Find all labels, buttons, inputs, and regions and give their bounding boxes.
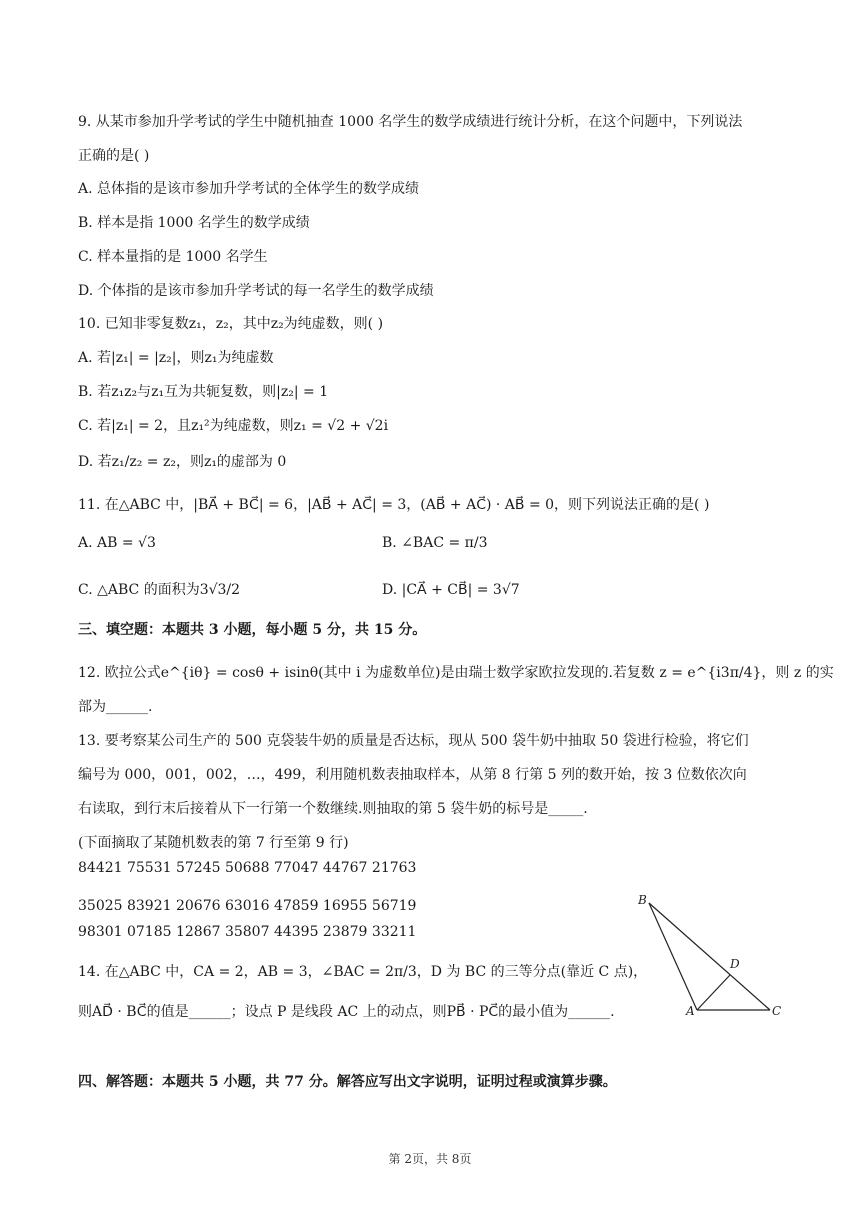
q10-option-d: D. 若z₁/z₂ = z₂，则z₁的虚部为 0	[78, 454, 287, 470]
q13-line2: 编号为 000，001，002，…，499，利用随机数表抽取样本，从第 8 行第 5 列的数开始，按 3 位数依次向	[78, 767, 747, 783]
q9-option-c: C. 样本量指的是 1000 名学生	[78, 249, 268, 265]
segment-ad	[697, 975, 730, 1010]
q10-stem: 10. 已知非零复数z₁，z₂，其中z₂为纯虚数，则( )	[78, 316, 384, 332]
q10-option-c: C. 若|z₁| = 2，且z₁²为纯虚数，则z₁ = √2 + √2i	[78, 418, 389, 434]
triangle-figure	[630, 890, 790, 1030]
label-b: B	[638, 893, 647, 907]
q10-option-b: B. 若z₁z₂与z₁互为共轭复数，则|z₂| = 1	[78, 384, 329, 400]
random-table-row-7: 84421 75531 57245 50688 77047 44767 21763	[78, 860, 417, 876]
label-a: A	[686, 1004, 695, 1018]
random-table-row-8: 35025 83921 20676 63016 47859 16955 56719	[78, 898, 417, 914]
q10-option-a: A. 若|z₁| = |z₂|，则z₁为纯虚数	[78, 350, 274, 366]
q9-option-d: D. 个体指的是该市参加升学考试的每一名学生的数学成绩	[78, 283, 434, 299]
q14-line1: 14. 在△ABC 中，CA = 2，AB = 3，∠BAC = 2π/3，D 为 BC 的三等分点(靠近 C 点)，	[78, 964, 648, 980]
section-3-heading: 三、填空题：本题共 3 小题，每小题 5 分，共 15 分。	[78, 622, 427, 638]
page-footer: 第 2页，共 8页	[388, 1152, 472, 1166]
random-table-row-9: 98301 07185 12867 35807 44395 23879 33211	[78, 924, 417, 940]
q11-stem: 11. 在△ABC 中，|BA⃗ + BC⃗| = 6，|AB⃗ + AC⃗| = 3，(AB⃗ + AC⃗) · AB⃗ = 0，则下列说法正确的是( )	[78, 497, 710, 513]
q12-line1: 12. 欧拉公式e^{iθ} = cosθ + isinθ(其中 i 为虚数单位)是由瑞士数学家欧拉发现的.若复数 z = e^{i3π/4}，则 z 的实	[78, 665, 834, 681]
q12-line2: 部为______.	[78, 699, 153, 715]
q11-option-a: A. AB = √3	[78, 535, 156, 551]
segment-bc	[649, 903, 770, 1010]
q13-line1: 13. 要考察某公司生产的 500 克袋装牛奶的质量是否达标，现从 500 袋牛奶中抽取 50 袋进行检验，将它们	[78, 733, 749, 749]
q13-line3: 右读取，到行末后接着从下一行第一个数继续.则抽取的第 5 袋牛奶的标号是_____.	[78, 801, 588, 817]
q9-stem-line1: 9. 从某市参加升学考试的学生中随机抽查 1000 名学生的数学成绩进行统计分析，在这个问题中，下列说法	[78, 114, 743, 130]
q11-option-b: B. ∠BAC = π/3	[382, 535, 488, 551]
q11-option-c: C. △ABC 的面积为3√3/2	[78, 582, 241, 598]
label-d: D	[730, 957, 740, 971]
q13-note: (下面摘取了某随机数表的第 7 行至第 9 行)	[78, 835, 349, 851]
q14-line2: 则AD⃗ · BC⃗的值是______；设点 P 是线段 AC 上的动点，则PB⃗ · PC⃗的最小值为______.	[78, 1004, 615, 1020]
q11-option-d: D. |CA⃗ + CB⃗| = 3√7	[382, 582, 520, 598]
section-4-heading: 四、解答题：本题共 5 小题，共 77 分。解答应写出文字说明，证明过程或演算步骤。	[78, 1074, 617, 1090]
segment-ba	[649, 903, 697, 1010]
q9-option-b: B. 样本是指 1000 名学生的数学成绩	[78, 215, 310, 231]
q9-stem-line2: 正确的是( )	[78, 148, 150, 164]
label-c: C	[772, 1004, 782, 1018]
q9-option-a: A. 总体指的是该市参加升学考试的全体学生的数学成绩	[78, 181, 420, 197]
